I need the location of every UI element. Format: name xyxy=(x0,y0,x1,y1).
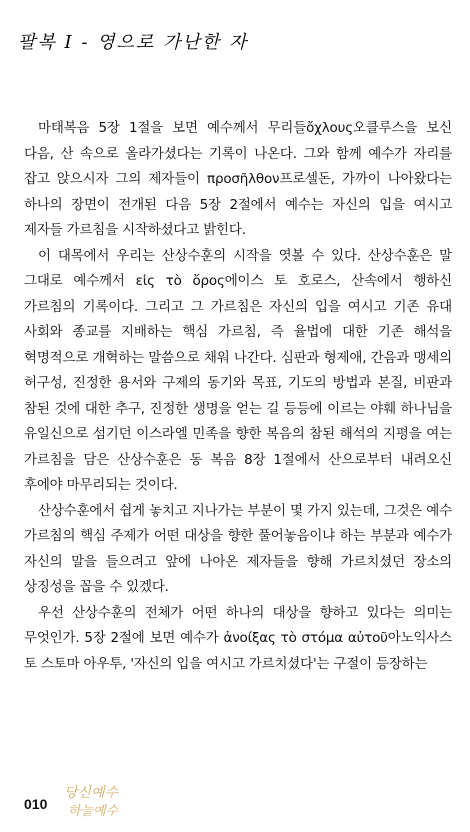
book-logo xyxy=(64,780,144,820)
paragraph: 산상수훈에서 쉽게 놓치고 지나가는 부분이 몇 가지 있는데, 그것은 예수 가르침의 핵심 주제가 어떤 대상을 향한 풀어놓음이냐 하는 부분과 예수가 자신의 말을 들으려고 앞에 나아온 제자들을 향해 가르치셨던 장소의 상징성을 꼽을 수 있겠다. xyxy=(24,502,452,595)
page-footer xyxy=(24,780,144,820)
logo-line-2: 하늘예수 xyxy=(68,804,119,819)
body-text xyxy=(24,116,452,677)
page-number: 010 xyxy=(24,796,48,812)
paragraph: 이 대목에서 우리는 산상수훈의 시작을 엿볼 수 있다. 산상수훈은 말 그대로 예수께서 εἰς τὸ ὄρος에이스 토 호로스, 산속에서 행하신 가르침의 기록이다. 그리고 그 가르침은 자신의 입을 여시고 기존 유대 사회와 종교를 지배하는 핵심 가르침, 즉 율법에 대한 기존 해석을 혁명적으로 개혁하는 말씀으로 채워 나간다. 심판과 형제애, 간음과 맹세의 허구성, 진정한 용서와 구제의 동기와 목표, 기도의 방법과 본질, 비판과 참된 것에 대한 추구, 진정한 생명을 얻는 길 등등에 이르는 야훼 하나님을 유일신으로 섬기던 이스라엘 민족을 향한 복음의 참된 해석의 지평을 여는 가르침을 담은 산상수훈은 동 복음 8장 1절에서 산으로부터 내려오신 후에야 마무리되는 것이다. xyxy=(24,247,452,493)
chapter-title: 팔복 I - 영으로 가난한 자 xyxy=(18,32,249,53)
paragraph: 우선 산상수훈의 전체가 어떤 하나의 대상을 향하고 있다는 의미는 무엇인가. 5장 2절에 보면 예수가 ἀνοίξας τὸ στόμα αὐτοῦ아노익사스 토 스토마 아우투, '자신의 입을 여시고 가르치셨다'는 구절이 등장하는 xyxy=(24,604,452,672)
logo-line-1: 당신예수 xyxy=(64,785,119,801)
paragraph: 마태복음 5장 1절을 보면 예수께서 무리들ὄχλους오클루스을 보신 다음, 산 속으로 올라가셨다는 기록이 나온다. 그와 함께 예수가 자리를 잡고 앉으시자 그의 제자들이 προσῆλθον프로셀돈, 가까이 나아왔다는 하나의 장면이 전개된 다음 5장 2절에서 예수는 자신의 입을 여시고 제자들 가르침을 시작하셨다고 밝힌다. xyxy=(24,120,452,238)
